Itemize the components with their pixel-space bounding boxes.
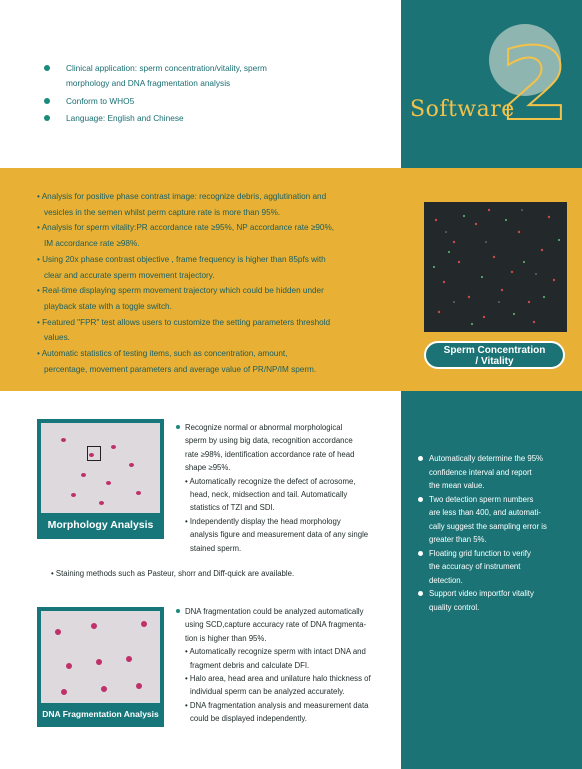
- concentration-feature-list: • Analysis for positive phase contrast image: recognize debris, agglutination and vesicles in the semen whilst perm capture rate is more than 95%. • Analysis for sperm vitality:PR accordance rate ≥95%, NP accordance rate ≥90%, IM accordance rate ≥98%. • Using 20x phase contrast objective , frame frequency is higher than 85pfs with clear and accurate sperm movement trajectory. • Real-time displaying sperm movement trajectory which could be hidden under playback state with a toggle switch. • Featured "FPR" test allows users to customize the setting parameters threshold values. • Automatic statistics of testing items, such as concentration, amount, percentage, movement parameters and average value of PR/NP/IM sperm.: [37, 192, 335, 374]
- morphology-feature-list: Recognize normal or abnormal morphological sperm by using big data, recognition accordance rate ≥98%, identification accordance rate of head shape ≥95%. • Automatically recognize the defect of acrosome, head, neck, midsection and tail. Automatically statistics of TZI and SDI. • Independently display the head morphology analysis figure and measurement data of any single stained sperm.: [185, 421, 395, 555]
- qc-feature-list: Automatically determine the 95% confidence interval and report the mean value. Two detection sperm numbers are less than 400, and automati- cally suggest the sampling error is greater than 5%. Floating grid function to verify the accuracy of instrument detection. Support video importfor vitality quality control.: [429, 452, 579, 614]
- software-word: Software: [410, 97, 515, 122]
- intro-bullet-1-cont: morphology and DNA fragmentation analysis: [66, 78, 231, 88]
- intro-bullet-1: Clinical application: sperm concentration/vitality, sperm: [66, 61, 267, 76]
- sperm-vitality-image: [424, 202, 567, 332]
- software-number: 2: [500, 26, 570, 143]
- morphology-image: [41, 423, 160, 513]
- sperm-concentration-label: Sperm Concentration / Vitality: [424, 341, 565, 369]
- dna-thumbnail: [37, 607, 164, 727]
- dna-image: [41, 611, 160, 703]
- dna-label: DNA Fragmentation Analysis: [42, 709, 159, 719]
- intro-bullet-3: Language: English and Chinese: [66, 111, 184, 126]
- dna-feature-list: DNA fragmentation could be analyzed automatically using SCD,capture accuracy rate of DNA fragmenta- tion is higher than 95%. • Automatically recognize sperm with intact DNA and fragment debris and calculate DFI. • Halo area, head area and unilature halo thickness of individual sperm can be analyzed accurately. • DNA fragmentation analysis and measurement data could be displayed independently.: [185, 605, 400, 726]
- morphology-thumbnail: [37, 419, 164, 539]
- morphology-label: Morphology Analysis: [47, 519, 154, 531]
- intro-bullet-2: Conform to WHO5: [66, 94, 134, 109]
- staining-methods-note: • Staining methods such as Pasteur, shorr and Diff-quick are available.: [51, 569, 295, 578]
